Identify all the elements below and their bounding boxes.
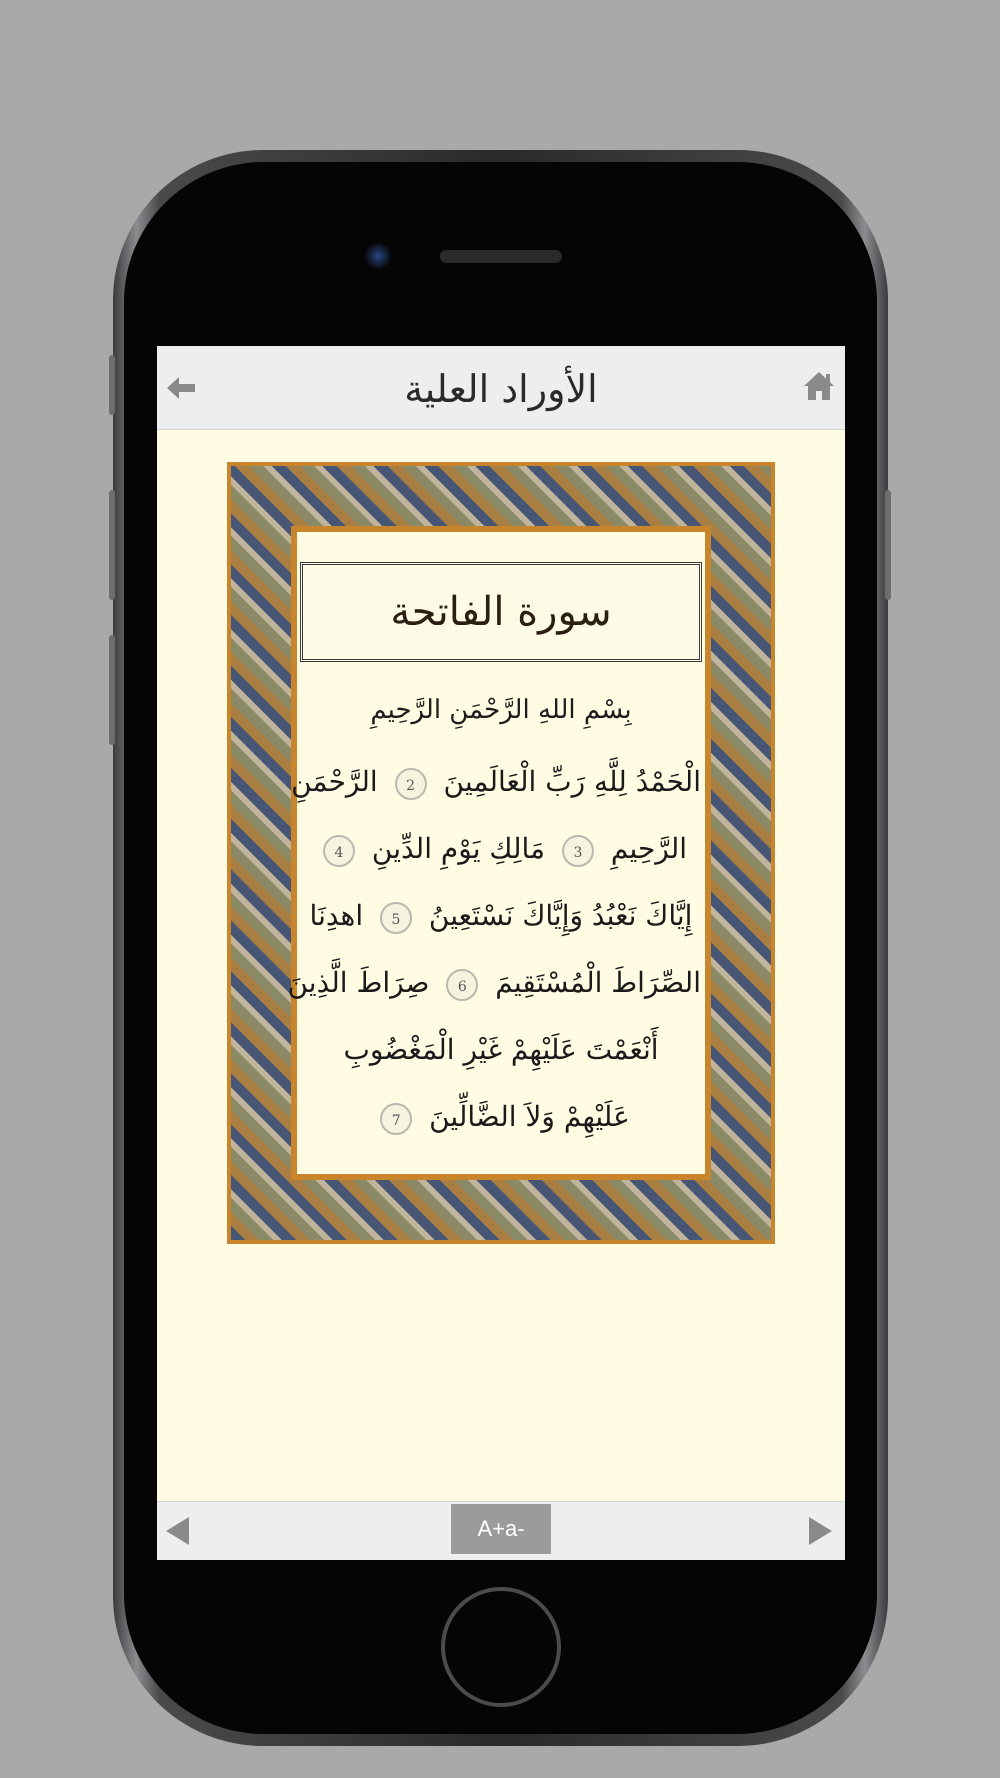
app-title: الأوراد العلية bbox=[404, 367, 598, 411]
ornamental-inner-band bbox=[287, 526, 711, 1180]
back-button[interactable] bbox=[163, 370, 199, 406]
phone-power-button bbox=[885, 490, 891, 600]
verse-line bbox=[301, 1020, 701, 1080]
app-screen bbox=[157, 346, 845, 1560]
verse-text: الْحَمْدُ لِلَّهِ رَبِّ الْعَالَمِينَ bbox=[443, 765, 701, 798]
verse-text: مَالِكِ يَوْمِ الدِّينِ bbox=[371, 832, 546, 865]
verse-text: إِيَّاكَ نَعْبُدُ وَإِيَّاكَ نَسْتَعِينُ bbox=[428, 899, 693, 932]
surah-title: سورة الفاتحة bbox=[390, 589, 612, 635]
verse-text: صِرَاطَ الَّذِينَ bbox=[287, 966, 430, 999]
surah-text-panel bbox=[287, 532, 705, 1174]
front-camera bbox=[365, 243, 391, 269]
phone-home-button[interactable] bbox=[441, 1587, 561, 1707]
next-page-button[interactable] bbox=[805, 1515, 835, 1547]
triangle-right-icon bbox=[805, 1515, 835, 1547]
font-size-button[interactable]: A+a- bbox=[451, 1504, 551, 1554]
arrow-left-icon bbox=[163, 370, 199, 406]
verse-number-marker: 2 bbox=[395, 768, 427, 800]
verse-number-marker: 4 bbox=[323, 835, 355, 867]
home-icon bbox=[801, 368, 837, 404]
verse-text: أَنْعَمْتَ عَلَيْهِمْ غَيْرِ الْمَغْضُوبِ bbox=[343, 1033, 659, 1066]
phone-silent-switch bbox=[109, 355, 115, 415]
verse-number-marker: 7 bbox=[380, 1103, 412, 1135]
verse-text: الرَّحِيمِ bbox=[610, 832, 688, 865]
verse-text: الرَّحْمَنِ bbox=[291, 765, 378, 798]
verse-number-marker: 6 bbox=[446, 969, 478, 1001]
triangle-left-icon bbox=[163, 1515, 193, 1547]
surah-header bbox=[300, 562, 702, 662]
verse-line bbox=[301, 819, 701, 879]
earpiece-speaker bbox=[440, 250, 562, 263]
basmala: بِسْمِ اللهِ الرَّحْمَنِ الرَّحِيمِ bbox=[370, 695, 632, 725]
verse-line bbox=[287, 953, 701, 1013]
verse-text: اهدِنَا bbox=[309, 899, 364, 932]
phone-volume-up-button bbox=[109, 490, 115, 600]
ornamental-page-frame bbox=[227, 462, 775, 1244]
verse-number-marker: 5 bbox=[380, 902, 412, 934]
verse-text: الصِّرَاطَ الْمُسْتَقِيمَ bbox=[495, 966, 701, 999]
verse-text: عَلَيْهِمْ وَلاَ الضَّالِّينَ bbox=[429, 1100, 630, 1133]
previous-page-button[interactable] bbox=[163, 1515, 193, 1547]
top-navigation-bar bbox=[157, 346, 845, 430]
verse-line bbox=[291, 752, 701, 812]
verse-line bbox=[301, 886, 701, 946]
verse-line bbox=[301, 1087, 701, 1147]
home-button[interactable] bbox=[801, 368, 837, 404]
phone-volume-down-button bbox=[109, 635, 115, 745]
bottom-toolbar bbox=[157, 1501, 845, 1560]
verse-number-marker: 3 bbox=[562, 835, 594, 867]
